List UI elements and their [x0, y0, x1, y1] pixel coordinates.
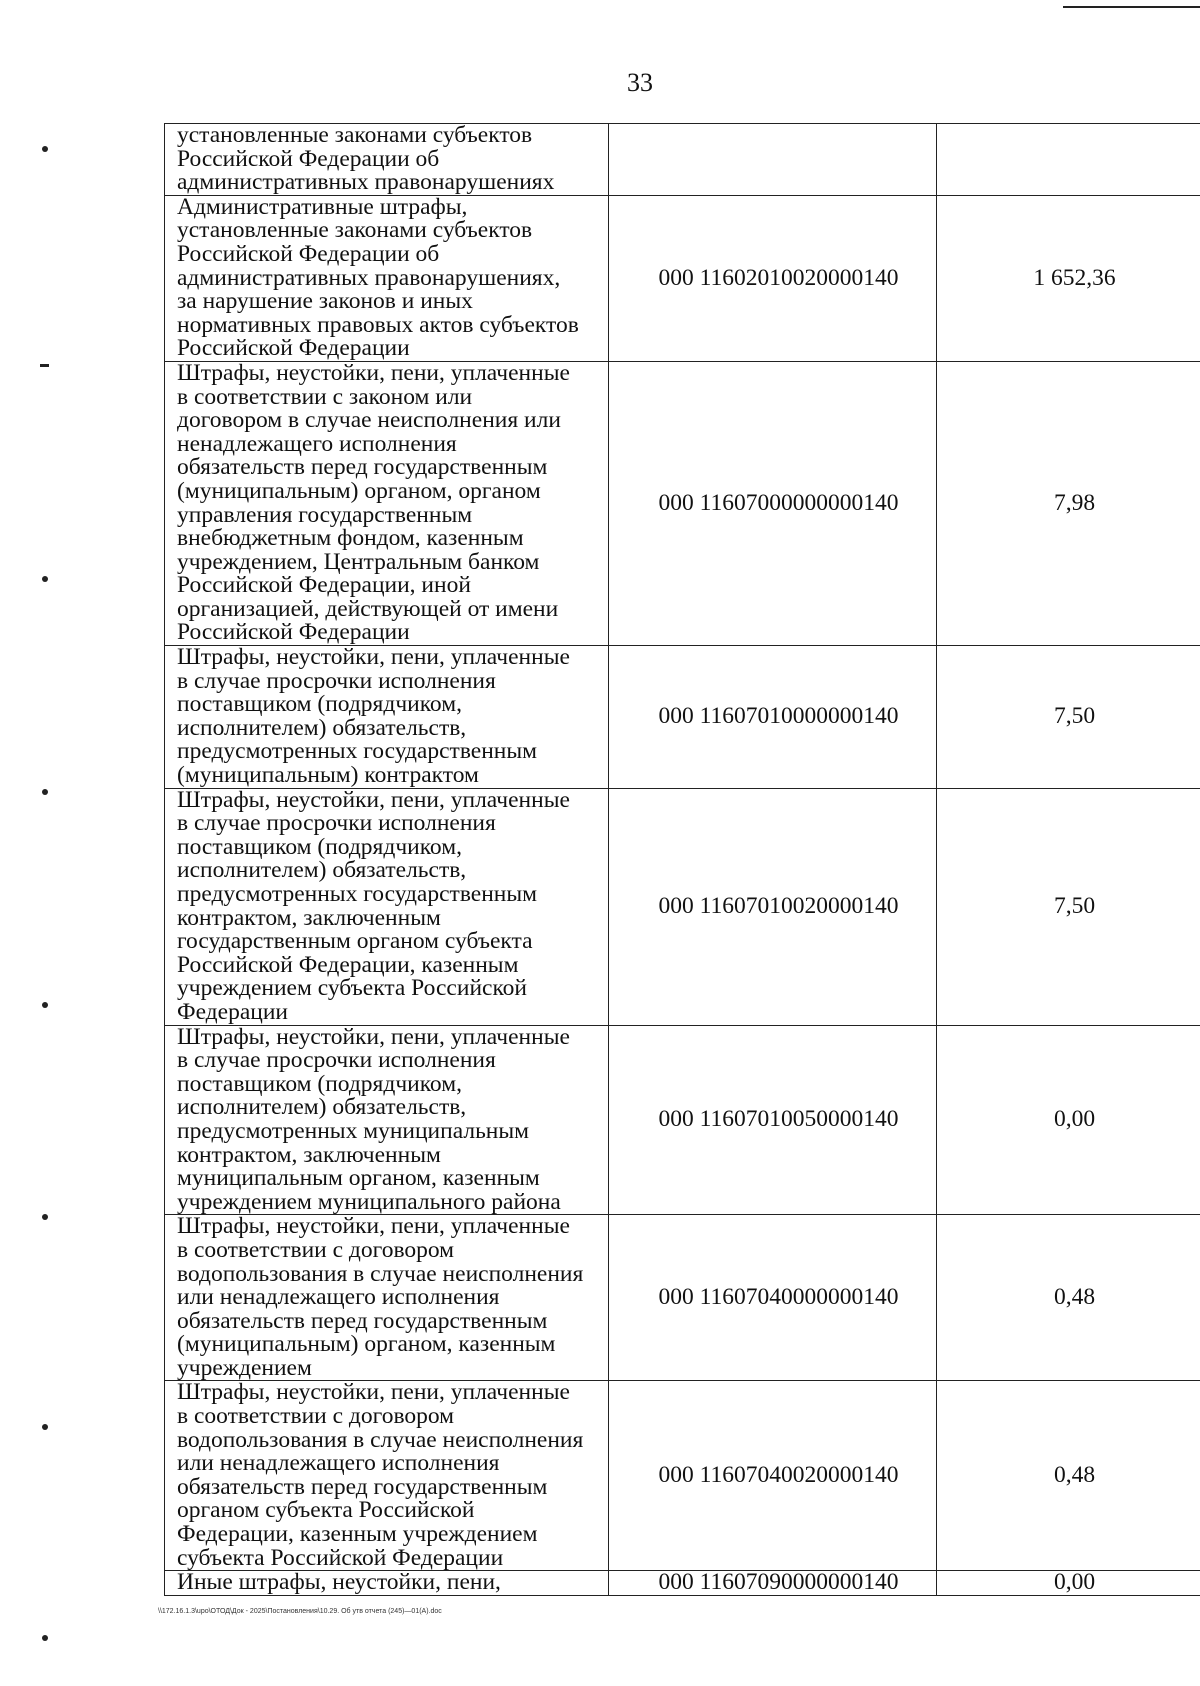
- revenue-name-line: управления государственным: [177, 501, 473, 528]
- revenue-name-line: организацией, действующей от имени: [177, 595, 559, 622]
- revenue-name-line: учреждением, Центральным банком: [177, 548, 540, 575]
- revenue-name-line: предусмотренных муниципальным: [177, 1117, 530, 1144]
- revenue-name-line: контрактом, заключенным: [177, 904, 441, 931]
- revenue-name-line: Российской Федерации: [177, 619, 410, 646]
- revenue-name-cell: [165, 1381, 609, 1571]
- revenue-name-line: Российской Федерации, казенным: [177, 951, 519, 978]
- scan-edge-rule: [1063, 6, 1200, 8]
- scan-margin-dash: [40, 364, 49, 367]
- revenue-amount: 0,48: [937, 1215, 1200, 1381]
- revenue-name-line: поставщиком (подрядчиком,: [177, 1070, 462, 1097]
- revenue-name-line: учреждением: [177, 1354, 312, 1381]
- budget-classification-code: 000 11607090000000140: [609, 1571, 937, 1596]
- revenue-name-line: в соответствии с договором: [177, 1236, 455, 1263]
- revenue-name-line: Федерации: [177, 998, 288, 1025]
- revenue-table-body: [165, 124, 1200, 1596]
- revenue-name-line: административных правонарушениях: [177, 169, 555, 196]
- revenue-name-line: исполнителем) обязательств,: [177, 714, 467, 741]
- revenue-name-line: учреждением субъекта Российской: [177, 975, 527, 1002]
- revenue-name-line: водопользования в случае неисполнения: [177, 1260, 584, 1287]
- revenue-name-line: Российской Федерации об: [177, 240, 440, 267]
- revenue-name-line: поставщиком (подрядчиком,: [177, 691, 462, 718]
- revenue-name-line: Штрафы, неустойки, пени, уплаченные: [177, 1380, 570, 1406]
- budget-classification-code: 000 11607000000000140: [609, 361, 937, 645]
- revenue-name-line: Штрафы, неустойки, пени, уплаченные: [177, 1214, 570, 1240]
- revenue-name-line: субъекта Российской Федерации: [177, 1544, 504, 1571]
- scan-margin-dot: [42, 1214, 48, 1220]
- revenue-amount: 1 652,36: [937, 195, 1200, 361]
- revenue-name-line: Штрафы, неустойки, пени, уплаченные: [177, 645, 570, 671]
- revenue-name-line: контрактом, заключенным: [177, 1141, 441, 1168]
- budget-classification-code: [609, 124, 937, 196]
- revenue-name-cell: [165, 361, 609, 645]
- revenue-name-line: или ненадлежащего исполнения: [177, 1450, 500, 1477]
- revenue-name-line: Российской Федерации: [177, 335, 410, 362]
- revenue-name-line: предусмотренных государственным: [177, 738, 538, 765]
- revenue-name-line: (муниципальным) органом, органом: [177, 477, 541, 504]
- revenue-amount: [937, 124, 1200, 196]
- revenue-amount: 7,50: [937, 788, 1200, 1025]
- revenue-name-line: обязательств перед государственным: [177, 454, 548, 481]
- revenue-name-line: Российской Федерации, иной: [177, 572, 471, 599]
- table-row: [165, 361, 1200, 645]
- revenue-name-line: учреждением муниципального района: [177, 1188, 561, 1215]
- revenue-amount: 0,00: [937, 1025, 1200, 1215]
- scan-margin-dot: [42, 576, 48, 582]
- revenue-name-line: Административные штрафы,: [177, 195, 468, 220]
- revenue-amount: 7,50: [937, 646, 1200, 789]
- table-row: [165, 1215, 1200, 1381]
- revenue-name-line: государственным органом субъекта: [177, 928, 533, 955]
- revenue-name-line: ненадлежащего исполнения: [177, 430, 457, 457]
- table-row: [165, 1025, 1200, 1215]
- revenue-name-cell: [165, 1215, 609, 1381]
- revenue-name-line: за нарушение законов и иных: [177, 288, 473, 315]
- revenue-name-cell: [165, 124, 609, 196]
- budget-classification-code: 000 11607040020000140: [609, 1381, 937, 1571]
- revenue-name-line: Федерации, казенным учреждением: [177, 1521, 538, 1548]
- budget-classification-code: 000 11607010050000140: [609, 1025, 937, 1215]
- revenue-amount: 0,00: [937, 1571, 1200, 1596]
- revenue-name-line: Российской Федерации об: [177, 145, 440, 172]
- scan-margin-dot: [42, 1424, 48, 1430]
- page-number: 33: [627, 68, 653, 97]
- revenue-name-line: обязательств перед государственным: [177, 1473, 548, 1500]
- scan-margin-dot: [42, 1635, 48, 1641]
- revenue-name-line: предусмотренных государственным: [177, 881, 538, 907]
- revenue-name-line: Штрафы, неустойки, пени, уплаченные: [177, 361, 570, 386]
- table-row: [165, 124, 1200, 196]
- table-row: [165, 1381, 1200, 1571]
- revenue-name-line: Штрафы, неустойки, пени, уплаченные: [177, 788, 570, 813]
- revenue-name-line: или ненадлежащего исполнения: [177, 1284, 500, 1311]
- table-row: [165, 1571, 1200, 1596]
- revenue-name-cell: [165, 788, 609, 1025]
- revenue-name-line: внебюджетным фондом, казенным: [177, 525, 524, 552]
- revenue-name-cell: [165, 1025, 609, 1215]
- revenue-name-line: в соответствии с законом или: [177, 383, 473, 410]
- scan-margin-dot: [42, 789, 48, 795]
- revenue-name-cell: [165, 1571, 609, 1596]
- table-row: [165, 788, 1200, 1025]
- revenue-name-line: (муниципальным) контрактом: [177, 762, 479, 789]
- revenue-name-line: поставщиком (подрядчиком,: [177, 833, 462, 860]
- revenue-name-line: исполнителем) обязательств,: [177, 857, 467, 884]
- scan-margin-dot: [42, 1002, 48, 1008]
- revenue-name-line: обязательств перед государственным: [177, 1307, 548, 1334]
- scan-margin-dot: [42, 146, 48, 152]
- revenue-table: [164, 123, 1200, 1596]
- revenue-name-line: водопользования в случае неисполнения: [177, 1426, 584, 1453]
- revenue-name-line: договором в случае неисполнения или: [177, 407, 561, 434]
- revenue-name-line: в случае просрочки исполнения: [177, 1047, 496, 1074]
- revenue-name-line: установленные законами субъектов: [177, 123, 533, 148]
- table-row: [165, 646, 1200, 789]
- budget-classification-code: 000 11607040000000140: [609, 1215, 937, 1381]
- table-row: [165, 195, 1200, 361]
- revenue-name-cell: [165, 195, 609, 361]
- revenue-name-line: установленные законами субъектов: [177, 217, 533, 244]
- budget-classification-code: 000 11602010020000140: [609, 195, 937, 361]
- revenue-name-line: в случае просрочки исполнения: [177, 667, 496, 694]
- revenue-name-line: Иные штрафы, неустойки, пени,: [177, 1570, 501, 1596]
- document-file-path: \\172.16.1.3\upo\ОТОД\Док - 2025\Постановления\10.29. Об утв отчета (245)—01(А).doc: [158, 1608, 442, 1615]
- revenue-name-line: органом субъекта Российской: [177, 1497, 475, 1524]
- revenue-name-line: муниципальным органом, казенным: [177, 1165, 540, 1192]
- budget-classification-code: 000 11607010020000140: [609, 788, 937, 1025]
- revenue-name-cell: [165, 646, 609, 789]
- revenue-name-line: (муниципальным) органом, казенным: [177, 1331, 556, 1358]
- budget-classification-code: 000 11607010000000140: [609, 646, 937, 789]
- revenue-name-line: нормативных правовых актов субъектов: [177, 311, 579, 338]
- revenue-name-line: в случае просрочки исполнения: [177, 810, 496, 837]
- revenue-name-line: административных правонарушениях,: [177, 264, 561, 291]
- revenue-name-line: Штрафы, неустойки, пени, уплаченные: [177, 1025, 570, 1050]
- revenue-amount: 0,48: [937, 1381, 1200, 1571]
- revenue-name-line: в соответствии с договором: [177, 1403, 455, 1430]
- revenue-name-line: исполнителем) обязательств,: [177, 1094, 467, 1121]
- revenue-amount: 7,98: [937, 361, 1200, 645]
